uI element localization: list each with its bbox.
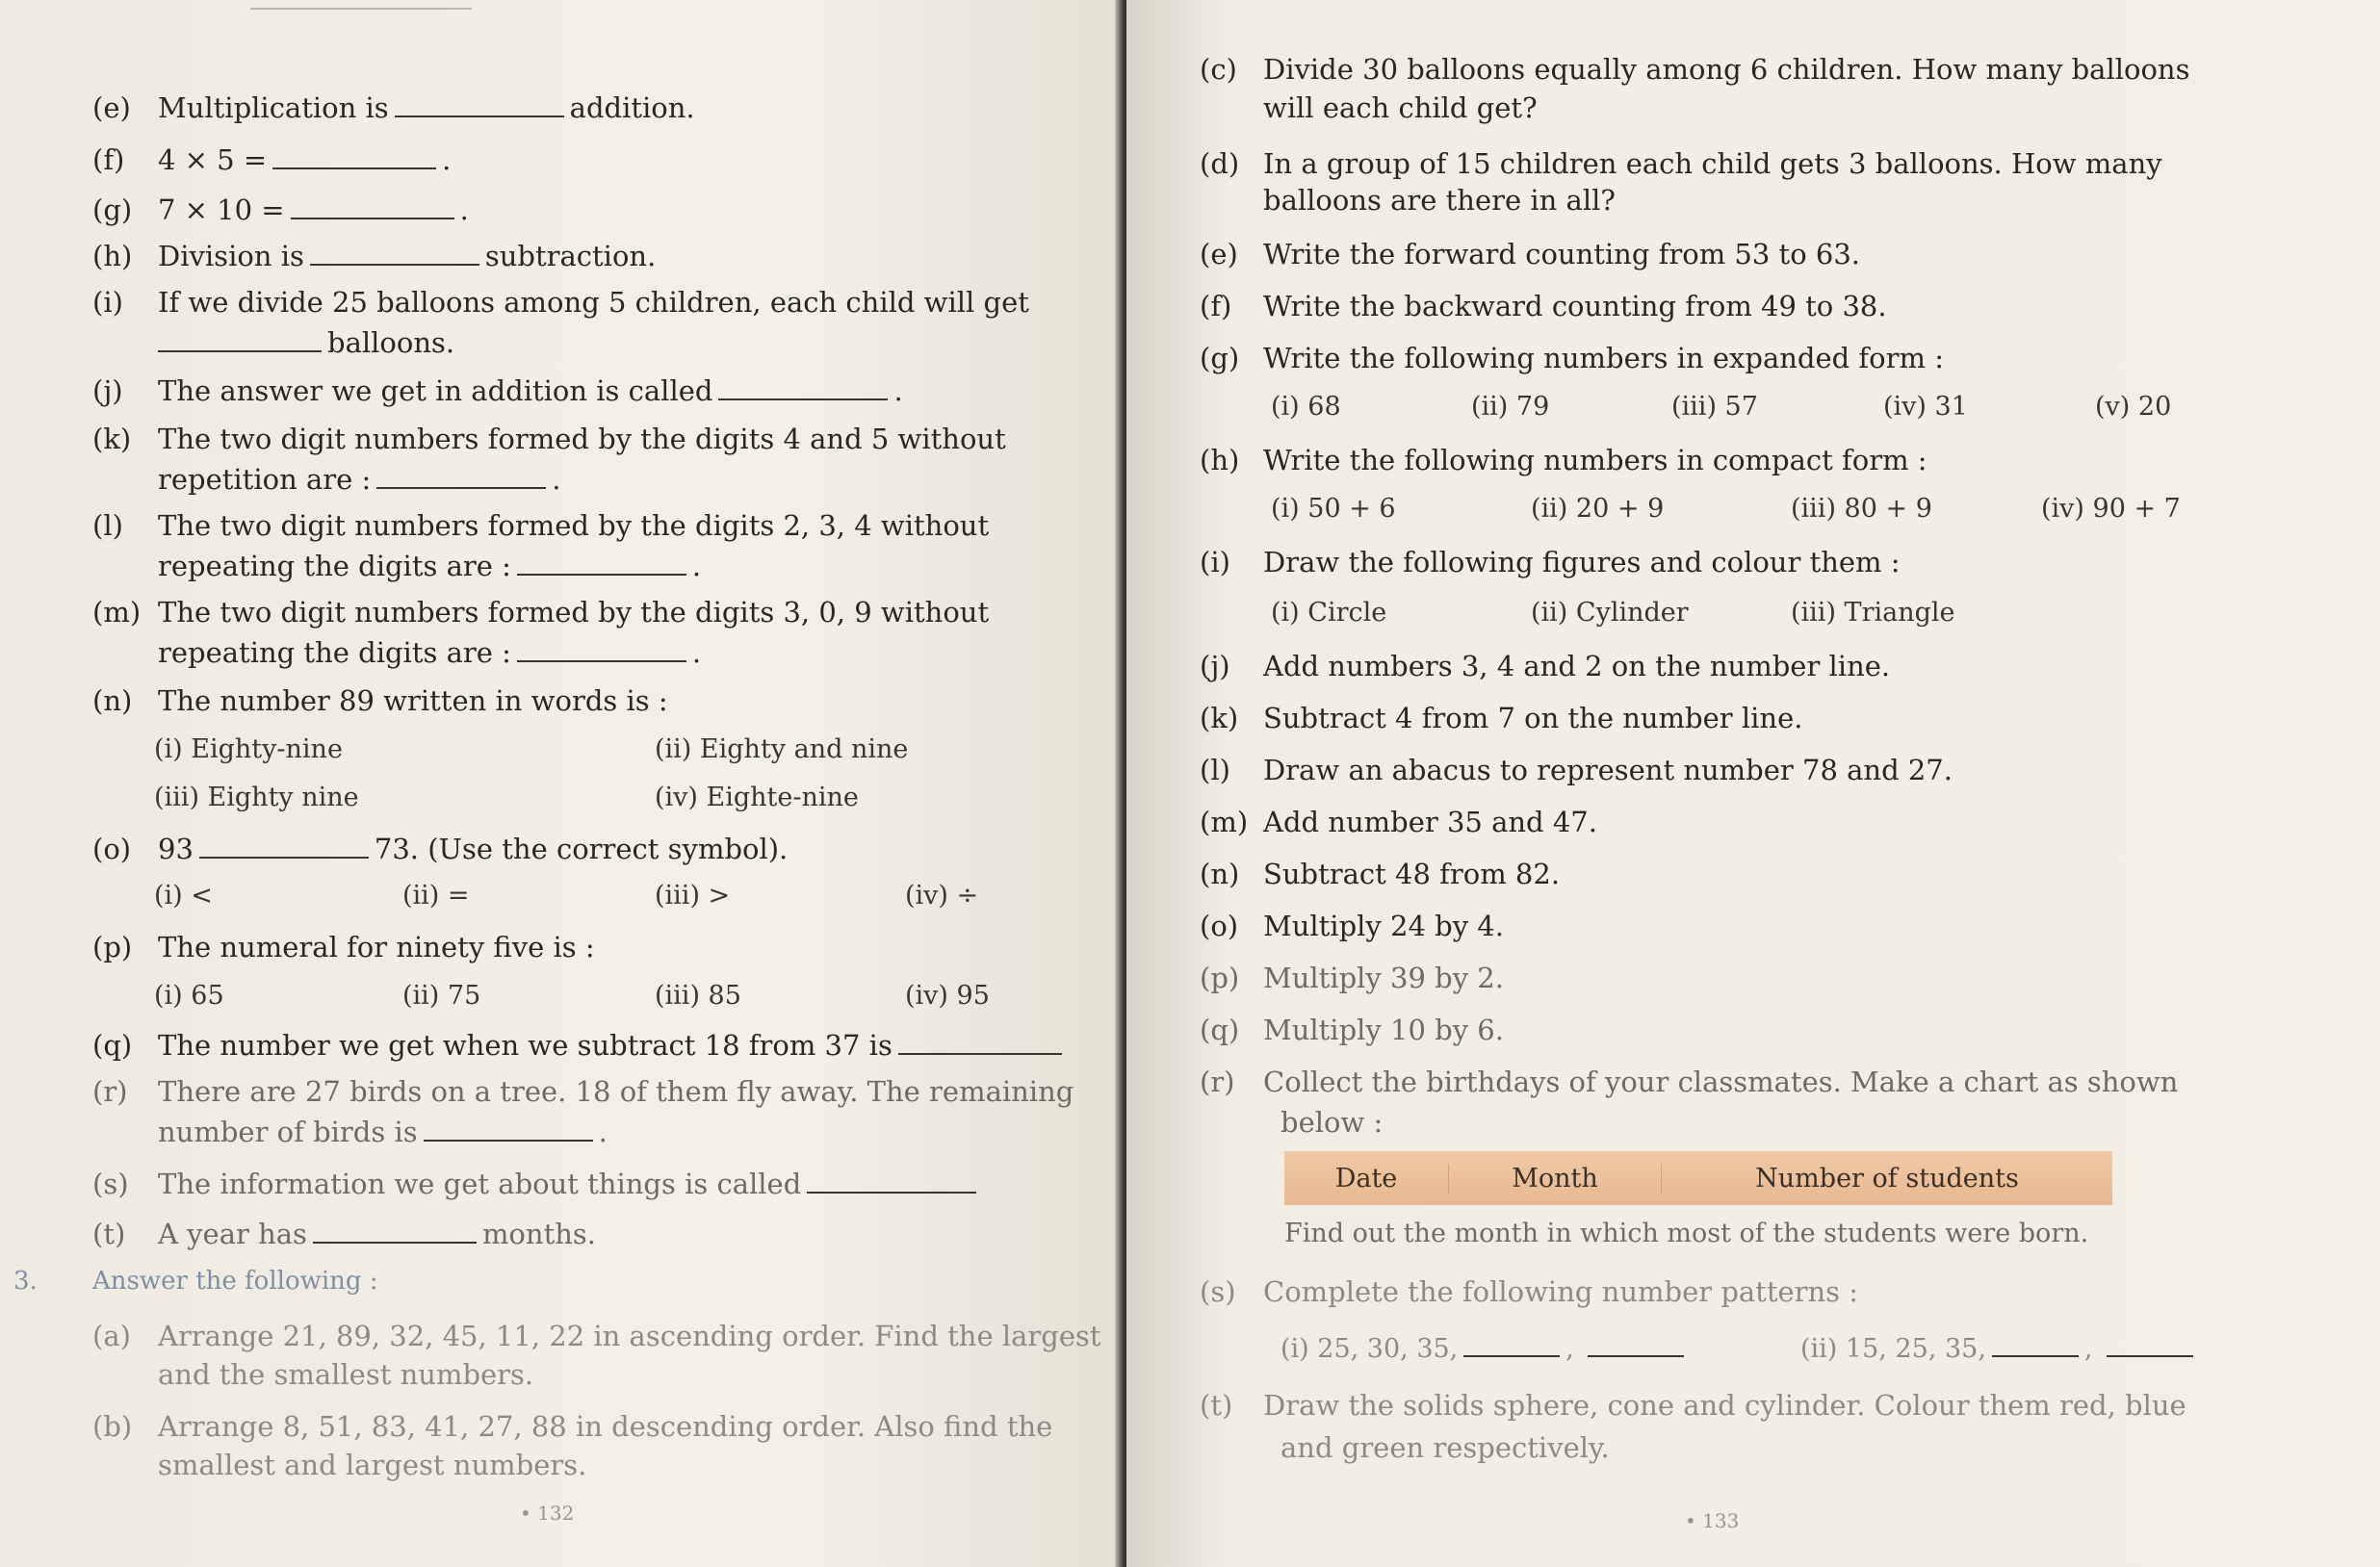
answer-blank bbox=[199, 832, 369, 859]
right-item-r: (r) Collect the birthdays of your classmates. Make a chart as shown bbox=[1200, 1066, 2179, 1098]
right-item-h: (h) Write the following numbers in compact form : bbox=[1200, 444, 1927, 476]
answer-blank bbox=[1992, 1330, 2079, 1357]
right-item-d: (d) In a group of 15 children each child gets 3 balloons. How many bbox=[1200, 147, 2162, 180]
section-heading: 3. Answer the following : bbox=[13, 1267, 378, 1296]
answer-blank bbox=[898, 1028, 1062, 1055]
option: (iv) ÷ bbox=[905, 881, 979, 911]
right-item-l: (l) Draw an abacus to represent number 78 and 27. bbox=[1200, 754, 1953, 786]
answer-blank bbox=[718, 373, 888, 400]
left-item-g: (g) 7 × 10 = . bbox=[92, 193, 469, 226]
right-item-d-line2: balloons are there in all? bbox=[1263, 184, 1616, 217]
option: (ii) 79 bbox=[1471, 392, 1550, 422]
right-item-i: (i) Draw the following figures and colour them : bbox=[1200, 546, 1901, 578]
option: (iii) 85 bbox=[655, 981, 741, 1011]
page-number: • 132 bbox=[520, 1502, 575, 1525]
section-item-a: (a) Arrange 21, 89, 32, 45, 11, 22 in ascending order. Find the largest bbox=[92, 1320, 1101, 1352]
answer-blank bbox=[517, 635, 686, 662]
option: (iii) 57 bbox=[1671, 392, 1758, 422]
table-header-date: Date bbox=[1334, 1163, 1398, 1194]
option: (i) 50 + 6 bbox=[1271, 494, 1396, 524]
left-item-k: (k) The two digit numbers formed by the digits 4 and 5 without bbox=[92, 423, 1006, 455]
option: (iii) Eighty nine bbox=[154, 783, 359, 812]
option: (i) 68 bbox=[1271, 392, 1341, 422]
left-item-s: (s) The information we get about things is called bbox=[92, 1165, 982, 1203]
right-item-q: (q) Multiply 10 by 6. bbox=[1200, 1014, 1504, 1046]
left-item-r-line2: number of birds is . bbox=[158, 1116, 608, 1148]
left-item-q: (q) The number we get when we subtract 18 from 37 is bbox=[92, 1026, 1068, 1065]
option: (iv) 31 bbox=[1883, 392, 1968, 422]
answer-blank bbox=[1463, 1330, 1560, 1357]
right-item-t: (t) Draw the solids sphere, cone and cylinder. Colour them red, blue bbox=[1200, 1389, 2186, 1422]
answer-blank bbox=[158, 325, 322, 352]
answer-blank bbox=[424, 1115, 593, 1142]
right-item-k: (k) Subtract 4 from 7 on the number line. bbox=[1200, 702, 1803, 734]
right-page bbox=[1126, 0, 2380, 1567]
option: (ii) Cylinder bbox=[1531, 598, 1689, 628]
right-item-n: (n) Subtract 48 from 82. bbox=[1200, 858, 1561, 890]
right-item-t-line2: and green respectively. bbox=[1281, 1431, 1610, 1464]
answer-blank bbox=[1588, 1330, 1684, 1357]
pattern-i: (i) 25, 30, 35, , bbox=[1281, 1330, 1690, 1368]
table-header-month: Month bbox=[1448, 1164, 1661, 1194]
right-item-s: (s) Complete the following number patterns : bbox=[1200, 1275, 1859, 1308]
left-item-i: (i) If we divide 25 balloons among 5 children, each child will get bbox=[92, 286, 1029, 319]
option: (iv) 90 + 7 bbox=[2041, 494, 2181, 524]
right-item-e: (e) Write the forward counting from 53 to 63. bbox=[1200, 238, 1860, 270]
option: (i) < bbox=[154, 881, 213, 911]
option: (ii) 75 bbox=[402, 981, 481, 1011]
left-item-n: (n) The number 89 written in words is : bbox=[92, 684, 668, 717]
table-header-students: Number of students bbox=[1661, 1164, 2112, 1194]
answer-blank bbox=[313, 1217, 477, 1244]
answer-blank bbox=[291, 193, 454, 219]
left-page bbox=[0, 0, 1125, 1567]
left-item-l-line2: repeating the digits are : . bbox=[158, 550, 702, 582]
answer-blank bbox=[517, 549, 686, 576]
right-item-o: (o) Multiply 24 by 4. bbox=[1200, 910, 1504, 942]
left-item-m: (m) The two digit numbers formed by the digits 3, 0, 9 without bbox=[92, 596, 990, 629]
answer-blank bbox=[376, 462, 546, 489]
right-item-r-line2: below : bbox=[1281, 1106, 1384, 1139]
option: (ii) = bbox=[402, 881, 470, 911]
answer-blank bbox=[272, 142, 436, 169]
left-item-k-line2: repetition are : . bbox=[158, 463, 561, 496]
right-item-c: (c) Divide 30 balloons equally among 6 children. How many balloons bbox=[1200, 53, 2190, 86]
birthday-chart-header bbox=[1284, 1151, 2112, 1205]
left-item-l: (l) The two digit numbers formed by the digits 2, 3, 4 without bbox=[92, 509, 990, 542]
left-item-i-line2: balloons. bbox=[158, 323, 454, 362]
left-item-p: (p) The numeral for ninety five is : bbox=[92, 931, 595, 963]
right-item-j: (j) Add numbers 3, 4 and 2 on the number line. bbox=[1200, 650, 1891, 682]
answer-blank bbox=[807, 1167, 976, 1194]
option: (iv) 95 bbox=[905, 981, 990, 1011]
right-item-g: (g) Write the following numbers in expanded form : bbox=[1200, 342, 1944, 374]
option: (iii) Triangle bbox=[1791, 598, 1955, 628]
option: (i) Eighty-nine bbox=[154, 734, 343, 764]
left-item-r: (r) There are 27 birds on a tree. 18 of them fly away. The remaining bbox=[92, 1075, 1074, 1108]
left-item-e: (e) Multiplication is addition. bbox=[92, 91, 695, 124]
right-item-f: (f) Write the backward counting from 49 to 38. bbox=[1200, 290, 1887, 322]
option: (iii) > bbox=[655, 881, 731, 911]
answer-blank bbox=[2107, 1330, 2193, 1357]
pattern-ii: (ii) 15, 25, 35, , bbox=[1800, 1330, 2199, 1368]
answer-blank bbox=[310, 239, 479, 266]
option: (iii) 80 + 9 bbox=[1791, 494, 1932, 524]
option: (ii) 20 + 9 bbox=[1531, 494, 1665, 524]
table-note: Find out the month in which most of the students were born. bbox=[1284, 1219, 2089, 1248]
left-item-j: (j) The answer we get in addition is called . bbox=[92, 374, 903, 407]
left-item-o: (o) 93 73. (Use the correct symbol). bbox=[92, 833, 789, 865]
option: (i) Circle bbox=[1271, 598, 1387, 628]
left-item-f: (f) 4 × 5 = . bbox=[92, 143, 452, 176]
option: (iv) Eighte-nine bbox=[655, 783, 859, 812]
right-item-m: (m) Add number 35 and 47. bbox=[1200, 806, 1597, 838]
left-item-t: (t) A year has months. bbox=[92, 1218, 597, 1250]
left-item-h: (h) Division is subtraction. bbox=[92, 240, 657, 272]
section-item-b: (b) Arrange 8, 51, 83, 41, 27, 88 in descending order. Also find the bbox=[92, 1410, 1053, 1443]
answer-blank bbox=[395, 90, 564, 117]
section-item-a-line2: and the smallest numbers. bbox=[158, 1358, 534, 1391]
right-item-c-line2: will each child get? bbox=[1263, 91, 1538, 124]
page-number: • 133 bbox=[1685, 1509, 1740, 1532]
option: (i) 65 bbox=[154, 981, 224, 1011]
right-item-p: (p) Multiply 39 by 2. bbox=[1200, 962, 1504, 994]
page-top-rule bbox=[250, 8, 472, 10]
option: (v) 20 bbox=[2095, 392, 2172, 422]
section-item-b-line2: smallest and largest numbers. bbox=[158, 1449, 587, 1481]
left-item-m-line2: repeating the digits are : . bbox=[158, 636, 702, 669]
option: (ii) Eighty and nine bbox=[655, 734, 909, 764]
